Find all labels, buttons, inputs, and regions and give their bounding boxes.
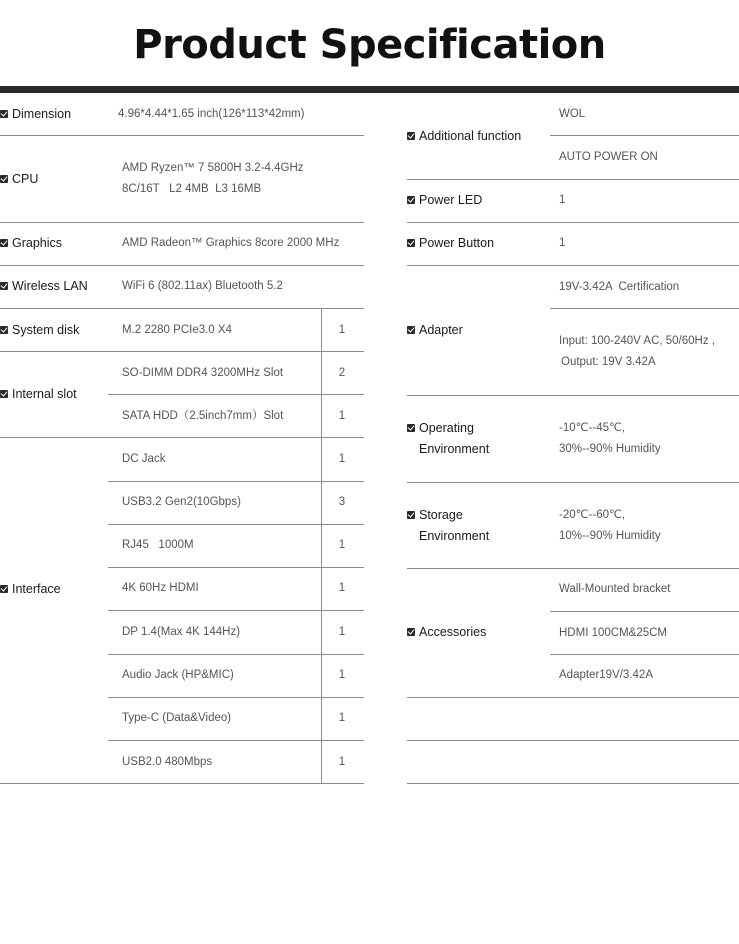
- accessories-label: Accessories: [407, 622, 486, 642]
- checkbox-icon: [407, 196, 415, 204]
- interface-label: Interface: [0, 579, 61, 599]
- row-divider: [407, 740, 739, 741]
- row-divider: [108, 740, 364, 741]
- checkbox-icon: [0, 390, 8, 398]
- row-divider: [550, 611, 739, 612]
- cpu-label: CPU: [0, 169, 38, 189]
- interface-qty: 3: [338, 496, 346, 508]
- graphics-value: AMD Radeon™ Graphics 8core 2000 MHz: [122, 237, 340, 249]
- operating-environment-label-line2: Environment: [419, 442, 490, 456]
- interface-qty: 1: [338, 539, 346, 551]
- row-divider: [108, 610, 364, 611]
- checkbox-icon: [407, 239, 415, 247]
- internal-slot-qty: 1: [338, 410, 346, 422]
- checkbox-icon: [407, 628, 415, 636]
- checkbox-icon: [407, 326, 415, 334]
- accessory-item: Adapter19V/3.42A: [559, 669, 653, 681]
- internal-slot-item: SATA HDD（2.5inch7mm）Slot: [122, 410, 284, 422]
- interface-item: DC Jack: [122, 453, 166, 465]
- row-divider: [550, 308, 739, 309]
- row-divider: [108, 394, 364, 395]
- dimension-label: Dimension: [0, 104, 71, 124]
- checkbox-icon: [0, 175, 8, 183]
- storage-environment-label: Storage: [407, 505, 463, 525]
- checkbox-icon: [407, 424, 415, 432]
- operating-temperature: -10℃--45℃,: [559, 422, 626, 434]
- row-divider: [108, 524, 364, 525]
- checkbox-icon: [0, 110, 8, 118]
- page-title: Product Specification: [133, 22, 606, 68]
- row-divider: [0, 222, 364, 223]
- cpu-value-line2: 8C/16T L2 4MB L3 16MB: [122, 183, 262, 195]
- system-disk-value: M.2 2280 PCIe3.0 X4: [122, 324, 232, 336]
- row-divider: [407, 265, 739, 266]
- accessory-item: HDMI 100CM&25CM: [559, 627, 667, 639]
- row-divider: [0, 437, 364, 438]
- storage-humidity: 10%--90% Humidity: [559, 530, 661, 542]
- internal-slot-qty: 2: [338, 367, 346, 379]
- dimension-value: 4.96*4.44*1.65 inch(126*113*42mm): [118, 108, 305, 120]
- adapter-certification: 19V-3.42A Certification: [559, 281, 680, 293]
- row-divider: [108, 567, 364, 568]
- row-divider: [108, 481, 364, 482]
- power-led-value: 1: [559, 194, 566, 206]
- system-disk-label: System disk: [0, 320, 79, 340]
- power-button-label: Power Button: [407, 233, 494, 253]
- row-divider: [108, 654, 364, 655]
- internal-slot-item: SO-DIMM DDR4 3200MHz Slot: [122, 367, 284, 379]
- row-divider: [407, 179, 739, 180]
- interface-item: Type-C (Data&Video): [122, 712, 232, 724]
- row-divider: [407, 395, 739, 396]
- adapter-label: Adapter: [407, 320, 463, 340]
- interface-item: RJ45 1000M: [122, 539, 194, 551]
- checkbox-icon: [407, 511, 415, 519]
- checkbox-icon: [407, 132, 415, 140]
- row-divider: [550, 654, 739, 655]
- cpu-value-line1: AMD Ryzen™ 7 5800H 3.2-4.4GHz: [122, 162, 304, 174]
- power-led-label: Power LED: [407, 190, 482, 210]
- row-divider: [108, 697, 364, 698]
- row-divider: [407, 568, 739, 569]
- row-divider: [407, 482, 739, 483]
- interface-qty: 1: [338, 712, 346, 724]
- interface-item: USB2.0 480Mbps: [122, 756, 213, 768]
- row-divider: [0, 308, 364, 309]
- row-divider: [407, 222, 739, 223]
- system-disk-qty: 1: [338, 324, 346, 336]
- accessory-item: Wall-Mounted bracket: [559, 583, 671, 595]
- interface-item: 4K 60Hz HDMI: [122, 582, 199, 594]
- title-divider-bar: [0, 86, 739, 93]
- interface-item: DP 1.4(Max 4K 144Hz): [122, 626, 241, 638]
- row-divider: [407, 697, 739, 698]
- checkbox-icon: [0, 282, 8, 290]
- row-divider: [0, 351, 364, 352]
- storage-environment-label-line2: Environment: [419, 529, 490, 543]
- interface-qty: 1: [338, 582, 346, 594]
- internal-slot-label: Internal slot: [0, 384, 77, 404]
- interface-item: Audio Jack (HP&MIC): [122, 669, 234, 681]
- power-button-value: 1: [559, 237, 566, 249]
- additional-function-label: Additional function: [407, 126, 521, 146]
- operating-humidity: 30%--90% Humidity: [559, 443, 661, 455]
- interface-qty: 1: [338, 453, 346, 465]
- checkbox-icon: [0, 585, 8, 593]
- adapter-output: Output: 19V 3.42A: [561, 356, 656, 368]
- row-divider: [550, 135, 739, 136]
- wireless-lan-label: Wireless LAN: [0, 276, 88, 296]
- graphics-label: Graphics: [0, 233, 62, 253]
- checkbox-icon: [0, 239, 8, 247]
- storage-temperature: -20℃--60℃,: [559, 509, 626, 521]
- checkbox-icon: [0, 326, 8, 334]
- interface-qty: 1: [338, 669, 346, 681]
- wireless-lan-value: WiFi 6 (802.11ax) Bluetooth 5.2: [122, 280, 283, 292]
- row-divider: [0, 135, 364, 136]
- interface-qty: 1: [338, 626, 346, 638]
- interface-item: USB3.2 Gen2(10Gbps): [122, 496, 241, 508]
- row-divider: [0, 783, 364, 784]
- row-divider: [407, 783, 739, 784]
- additional-function-value: AUTO POWER ON: [559, 151, 658, 163]
- additional-function-value: WOL: [559, 108, 586, 120]
- row-divider: [0, 265, 364, 266]
- operating-environment-label: Operating: [407, 418, 474, 438]
- interface-qty: 1: [338, 756, 346, 768]
- adapter-input: Input: 100-240V AC, 50/60Hz ,: [559, 335, 715, 347]
